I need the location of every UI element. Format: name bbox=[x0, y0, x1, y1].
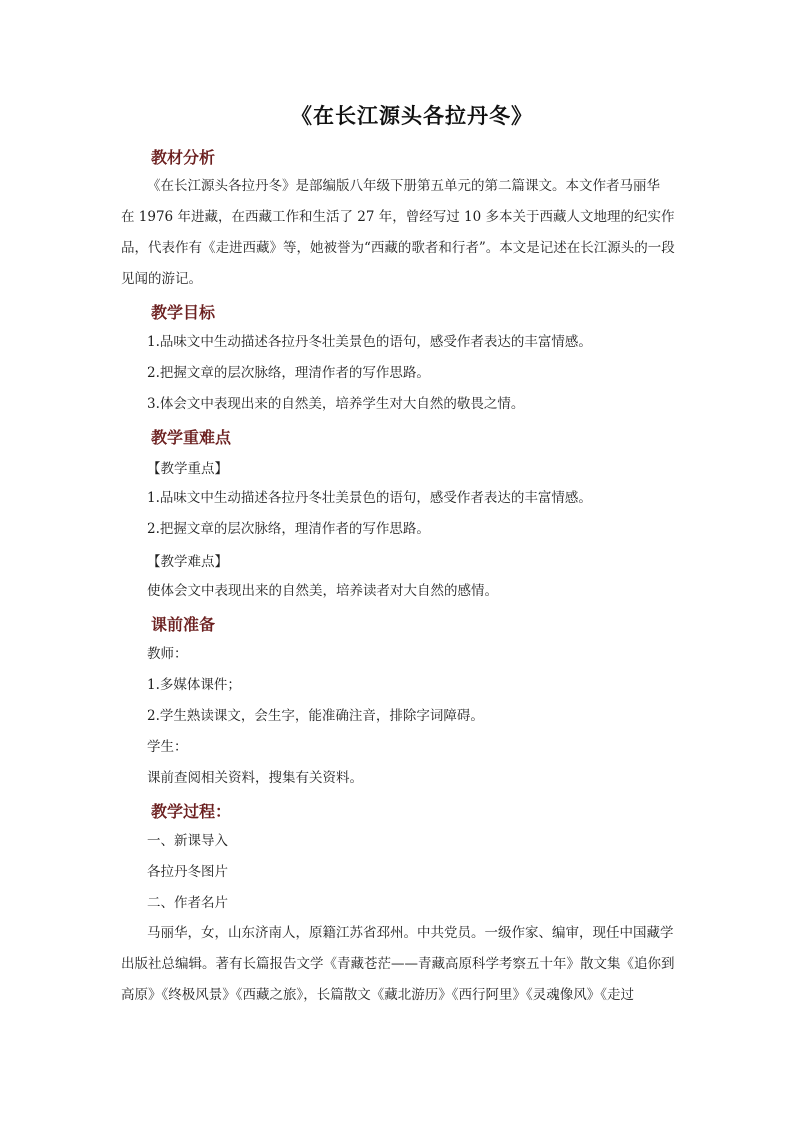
teacher-label: 教师： bbox=[147, 646, 188, 662]
goal-item-3: 3.体会文中表现出来的自然美，培养学生对大自然的敬畏之情。 bbox=[147, 396, 525, 412]
heading-preparation: 课前准备 bbox=[151, 615, 216, 634]
document-title: 《在长江源头各拉丹冬》 bbox=[291, 103, 533, 128]
process-step-1: 一、新课导入 bbox=[147, 833, 228, 849]
heading-teaching-goals: 教学目标 bbox=[151, 303, 216, 322]
goal-item-1: 1.品味文中生动描述各拉丹冬壮美景色的语句，感受作者表达的丰富情感。 bbox=[147, 334, 592, 350]
goal-item-2: 2.把握文章的层次脉络，理清作者的写作思路。 bbox=[147, 365, 430, 381]
student-text: 课前查阅相关资料，搜集有关资料。 bbox=[147, 770, 363, 786]
key-points-label: 【教学重点】 bbox=[147, 461, 228, 477]
heading-teaching-process: 教学过程： bbox=[151, 802, 232, 821]
paragraph-textbook-analysis: 《在长江源头各拉丹冬》是部编版八年级下册第五单元的第二篇课文。本文作者马丽华 在 1976 年进藏，在西藏工作和生活了 27 年，曾经写过 10 多本关于西藏人文地理的纪实作品，代表作有《走进西藏》等，她被誉为“西藏的歌者和行者”。本文是记述在长江源头的一段见闻的游记。 bbox=[121, 178, 675, 287]
key-point-item-2: 2.把握文章的层次脉络，理清作者的写作思路。 bbox=[147, 521, 430, 537]
teacher-item-2: 2.学生熟读课文，会生字，能准确注音，排除字词障碍。 bbox=[147, 708, 484, 724]
difficult-points-label: 【教学难点】 bbox=[147, 554, 228, 570]
author-paragraph: 马丽华，女，山东济南人，原籍江苏省邳州。中共党员。一级作家、编审，现任中国藏学出版社总编辑。著有长篇报告文学《青藏苍茫——青藏高原科学考察五十年》散文集《追你到高原》《终极风景》《西藏之旅》，长篇散文《藏北游历》《西行阿里》《灵魂像风》《走过 bbox=[121, 925, 675, 1003]
difficult-point-text: 使体会文中表现出来的自然美，培养读者对大自然的感情。 bbox=[147, 583, 498, 599]
heading-textbook-analysis: 教材分析 bbox=[151, 148, 216, 167]
process-step-2: 二、作者名片 bbox=[147, 895, 228, 911]
teacher-item-1: 1.多媒体课件； bbox=[147, 677, 241, 693]
heading-key-difficult-points: 教学重难点 bbox=[151, 428, 232, 447]
process-step-1-text: 各拉丹冬图片 bbox=[147, 864, 228, 880]
student-label: 学生： bbox=[147, 739, 188, 755]
key-point-item-1: 1.品味文中生动描述各拉丹冬壮美景色的语句，感受作者表达的丰富情感。 bbox=[147, 490, 592, 506]
